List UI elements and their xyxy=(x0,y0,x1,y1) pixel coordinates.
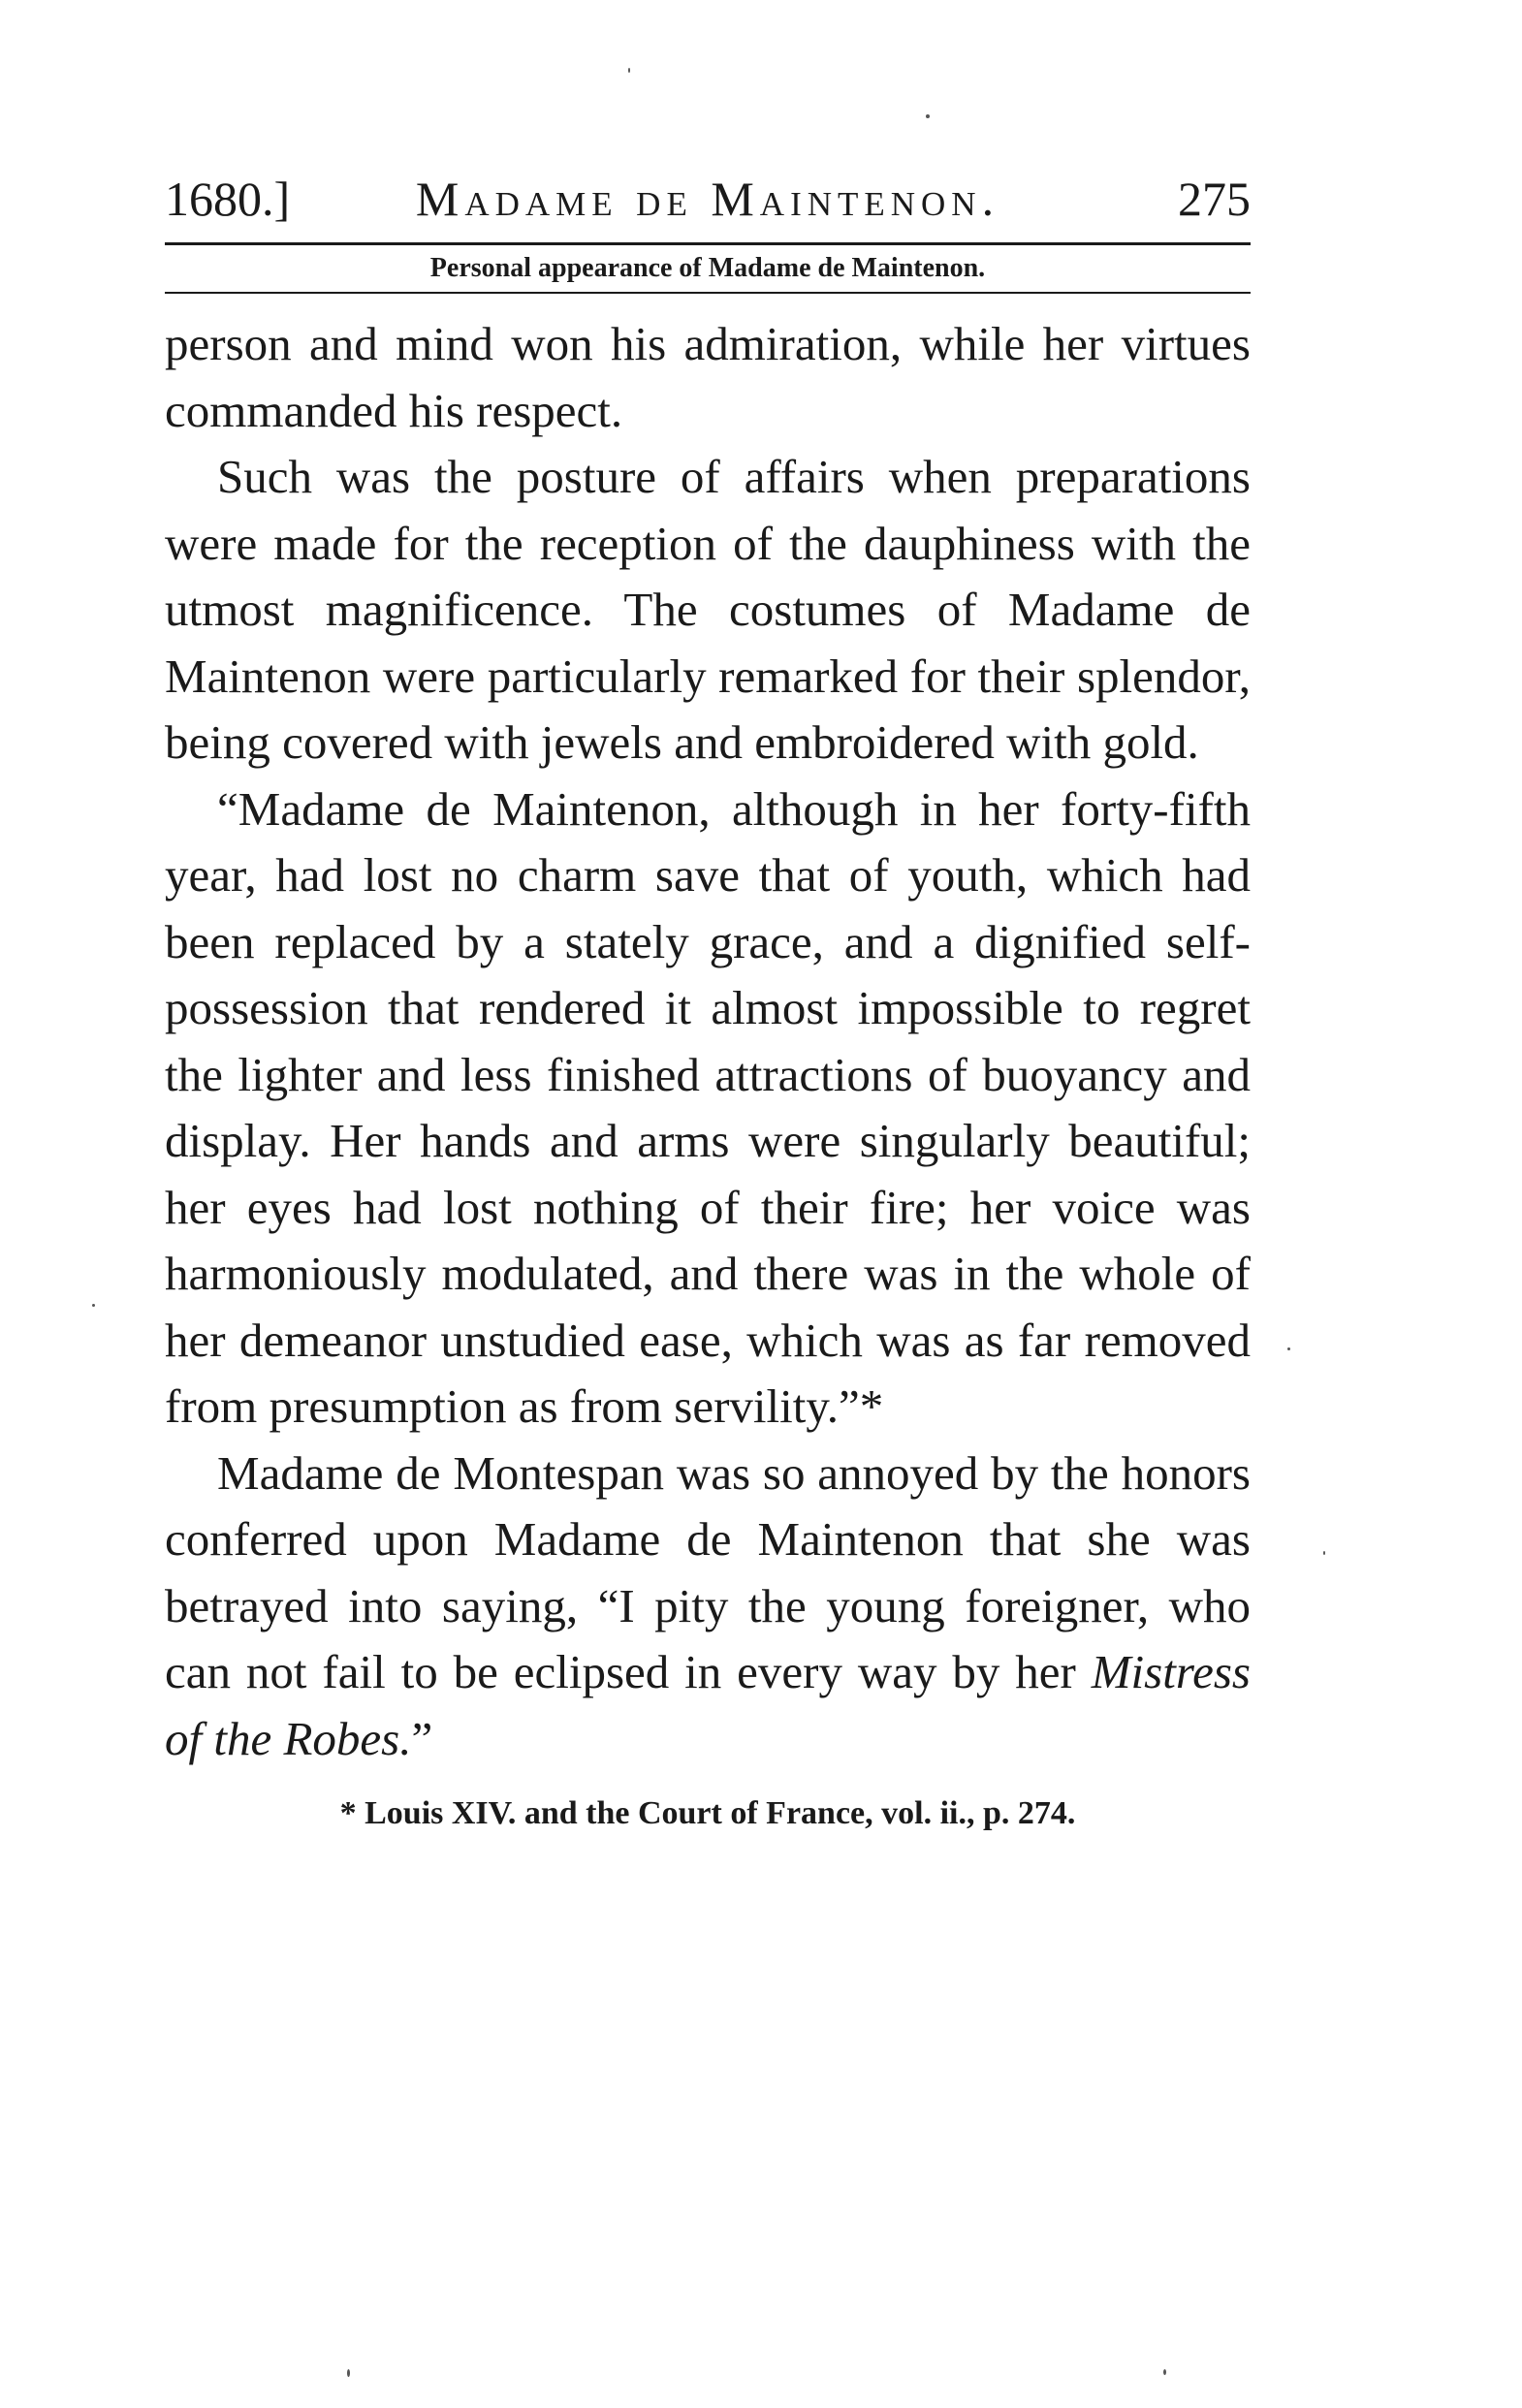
page-number: 275 xyxy=(1178,172,1251,226)
section-subtitle: Personal appearance of Madame de Maintenon. xyxy=(429,253,986,283)
paragraph-3-quotation: “Madame de Maintenon, although in her forty-fifth year, had lost no charm save that of youth, which had been replaced by a stately grace, and a dignified self-possession that rendered it almost impossible to regret the lighter and less finished attractions of buoyancy and display. Her hands and arms were singularly beautiful; her eyes had lost nothing of their fire; her voice was harmoniously modulated, and there was in the whole of her demeanor unstudied ease, which was as far removed from presumption as from servility.”* xyxy=(165,781,1251,1433)
header-year: 1680.] xyxy=(165,172,291,226)
footnote: * Louis XIV. and the Court of France, vol. ii., p. 274. xyxy=(339,1795,1076,1831)
paragraph-4 xyxy=(165,1441,1251,1773)
scan-speck xyxy=(1287,1347,1290,1350)
paragraph-4-italic: Mistress of the Robes. xyxy=(165,1645,1251,1765)
body-text xyxy=(165,311,1251,1772)
scan-speck xyxy=(347,2369,350,2377)
running-head xyxy=(165,165,1251,233)
paragraph-1: person and mind won his admiration, while her virtues commanded his respect. xyxy=(165,317,1251,437)
scan-speck xyxy=(926,114,930,118)
paragraph-4-close-quote: ” xyxy=(411,1711,433,1765)
header-title: Madame de Maintenon. xyxy=(415,172,1000,226)
scan-speck xyxy=(1323,1551,1325,1555)
paragraph-2: Such was the posture of affairs when preparations were made for the reception of the dauphiness with the utmost magnificence. The costumes of Madame de Maintenon were particularly remarked for their splendor, being covered with jewels and embroidered with gold. xyxy=(165,450,1251,769)
book-page xyxy=(165,165,1251,1836)
header-rule-top xyxy=(165,242,1251,245)
scan-speck xyxy=(628,68,630,73)
scan-speck xyxy=(1163,2369,1166,2375)
paragraph-4-text: Madame de Montespan was so annoyed by the honors conferred upon Madame de Maintenon that she was betrayed into saying, “I pity the young foreigner, who can not fail to be eclipsed in every way by her xyxy=(165,1445,1251,1698)
header-rule-bottom xyxy=(165,292,1251,294)
scan-speck xyxy=(92,1304,95,1307)
